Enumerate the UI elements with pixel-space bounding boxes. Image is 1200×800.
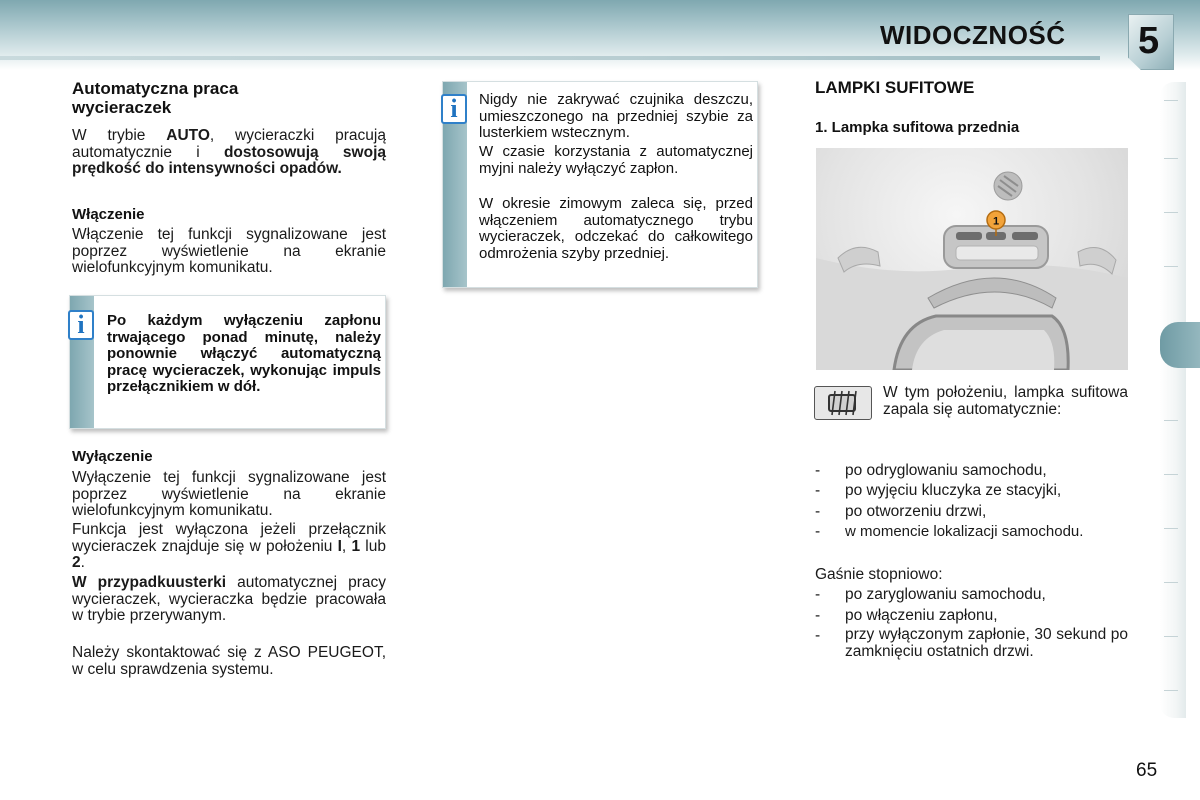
chapter-tab-active: [1160, 322, 1200, 368]
contact-paragraph: Należy skontaktować się z ASO PEUGEOT, w celu sprawdzenia systemu.: [72, 644, 386, 678]
chapter-title: WIDOCZNOŚĆ: [880, 20, 1066, 50]
bold-text: dostosowują swoją prędkość do intensywności opadów.: [72, 143, 387, 177]
text-run: automatycznej pracy wycieraczek, wycieraczka będzie pracowała w trybie przerywanym.: [72, 574, 386, 624]
edge-tick: [1164, 474, 1178, 475]
list-item: po otworzeniu drzwi,: [845, 503, 987, 520]
edge-tick: [1164, 420, 1178, 421]
list-dash: -: [815, 523, 821, 540]
info-text-carwash: W czasie korzystania z automatycznej myjni należy wyłączyć zapłon.: [479, 143, 753, 177]
list-item: w momencie lokalizacji samochodu.: [845, 523, 1084, 540]
position-label: 2: [72, 554, 81, 571]
text-run: .: [80, 554, 85, 571]
text-run: , wycieraczki pracują automatycznie i: [72, 127, 386, 161]
chapter-number: 5: [1138, 20, 1160, 62]
off-paragraph: Wyłączenie tej funkcji sygnalizowane jest poprzez wyświetlenie na ekranie wielofunkcyjnym komunikatu.: [72, 469, 386, 519]
page-number: 65: [1136, 760, 1158, 781]
auto-label: AUTO: [166, 127, 210, 144]
section-title-lamps: LAMPKI SUFITOWE: [815, 78, 975, 97]
text-run: ,: [341, 537, 352, 555]
header-strip: [0, 56, 1100, 60]
info-text-restart: Po każdym wyłączeniu zapłonu trwającego ponad minutę, należy ponownie włączyć automatyczną pracę wycieraczek, wykonując impuls przełącznikiem w dół.: [107, 312, 381, 395]
fault-paragraph: [72, 575, 386, 625]
chapter-edge-strip: [1160, 82, 1186, 718]
ceiling-lamp-illustration: [816, 148, 1128, 370]
info-text-winter: W okresie zimowym zaleca się, przed włączeniem automatycznego trybu wycieraczek, odczekać do całkowitego odmrożenia szyby przedniej.: [479, 195, 753, 262]
info-box-restart: [69, 295, 386, 429]
switch-description: W tym położeniu, lampka sufitowa zapala się automatycznie:: [883, 384, 1128, 418]
text-run: lub: [360, 537, 386, 555]
function-off-paragraph: [72, 522, 386, 572]
edge-tick: [1164, 582, 1178, 583]
text-run: W trybie: [72, 127, 167, 144]
list-dash: -: [815, 482, 821, 499]
edge-tick: [1164, 636, 1178, 637]
list-dash: -: [815, 586, 821, 603]
heading-off: Wyłączenie: [72, 448, 153, 465]
info-icon: i: [441, 94, 467, 124]
edge-tick: [1164, 690, 1178, 691]
subsection-title-front-lamp: 1. Lampka sufitowa przednia: [815, 119, 1020, 136]
lamp-switch-icon: [814, 386, 872, 420]
list-item: po wyjęciu kluczyka ze stacyjki,: [845, 482, 1062, 499]
heading-on: Włączenie: [72, 206, 145, 223]
list-item: przy wyłączonym zapłonie, 30 sekund po zamknięciu ostatnich drzwi.: [845, 626, 1128, 660]
list-dash: -: [815, 503, 821, 520]
edge-tick: [1164, 212, 1178, 213]
edge-tick: [1164, 158, 1178, 159]
info-text-sensor: Nigdy nie zakrywać czujnika deszczu, umieszczonego na przedniej szybie za lusterkiem wstecznym.: [479, 91, 753, 141]
section-title-line2: wycieraczek: [72, 98, 172, 117]
list-item: po odryglowaniu samochodu,: [845, 462, 1047, 479]
auto-mode-paragraph: [72, 128, 386, 178]
bold-text: W przypadkuusterki: [72, 574, 227, 591]
section-title-line1: Automatyczna praca: [72, 79, 239, 98]
list-item: po włączeniu zapłonu,: [845, 607, 998, 624]
fades-heading: Gaśnie stopniowo:: [815, 566, 943, 583]
info-box-sensor: [442, 81, 758, 288]
list-item: po zaryglowaniu samochodu,: [845, 586, 1046, 603]
list-dash: -: [815, 607, 821, 624]
on-paragraph: Włączenie tej funkcji sygnalizowane jest poprzez wyświetlenie na ekranie wielofunkcyjnym komunikatu.: [72, 226, 386, 276]
ceiling-lamp-photo: [816, 148, 1128, 370]
edge-tick: [1164, 266, 1178, 267]
photo-callout-1: 1: [992, 215, 1000, 228]
text-run: Funkcja jest wyłączona jeżeli przełącznik wycieraczek znajduje się w położeniu: [72, 521, 386, 555]
list-dash: -: [815, 462, 821, 479]
section-title-wipers: [72, 79, 238, 117]
info-icon: i: [68, 310, 94, 340]
edge-tick: [1164, 528, 1178, 529]
list-dash: -: [815, 627, 821, 644]
position-label: I: [337, 537, 342, 555]
courtesy-lamp-symbol: [815, 387, 871, 419]
edge-tick: [1164, 100, 1178, 101]
position-label: 1: [351, 537, 361, 555]
